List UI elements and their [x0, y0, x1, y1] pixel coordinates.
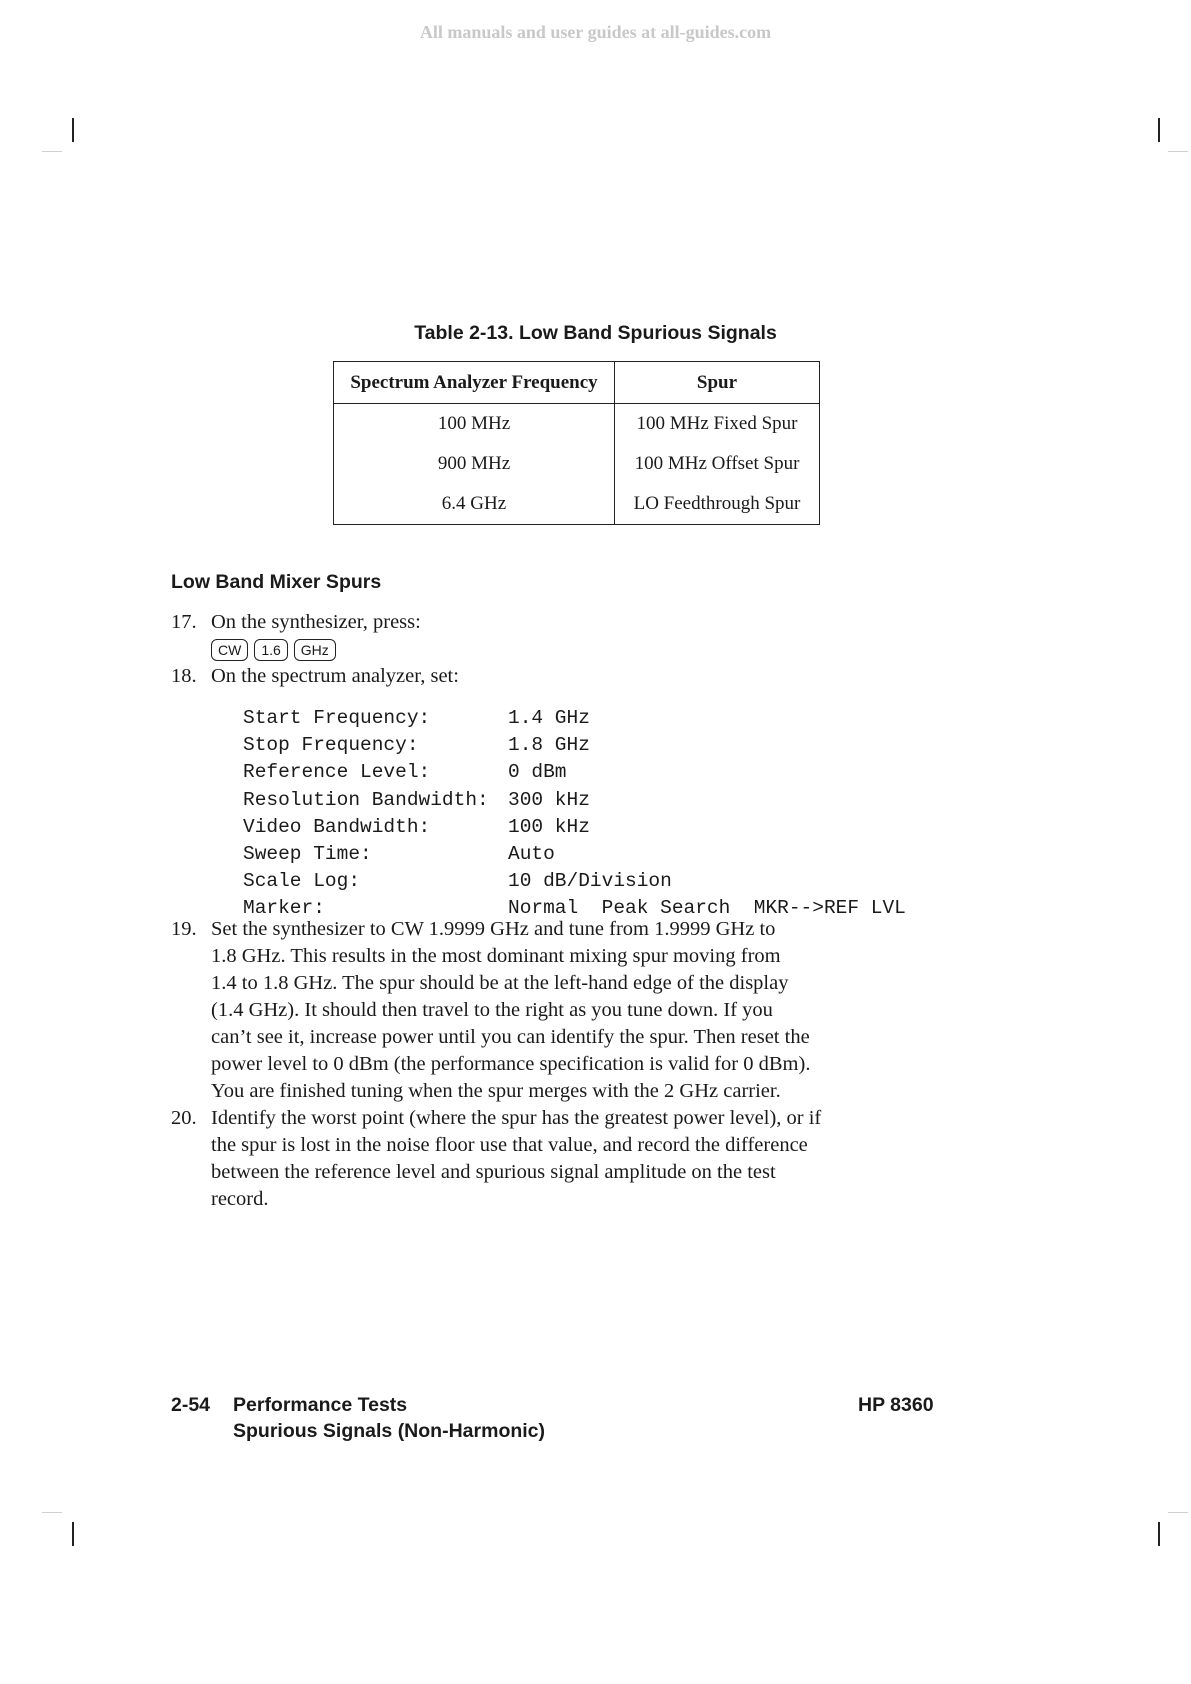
- keypress-sequence: [211, 639, 336, 661]
- table-row: [334, 404, 820, 445]
- setting-label: Start Frequency:: [243, 707, 431, 729]
- table-cell: LO Feedthrough Spur: [633, 493, 801, 514]
- crop-mark: [42, 1512, 62, 1513]
- table-cell: 100 MHz Offset Spur: [634, 453, 800, 474]
- crop-mark: [1168, 1512, 1188, 1513]
- step-line: On the spectrum analyzer, set:: [211, 665, 459, 687]
- table-cell: 900 MHz: [334, 444, 615, 484]
- step-line: power level to 0 dBm (the performance specification is valid for 0 dBm).: [211, 1053, 811, 1075]
- step-line: Set the synthesizer to CW 1.9999 GHz and tune from 1.9999 GHz to: [211, 918, 776, 940]
- setting-value: 100 kHz: [508, 815, 590, 838]
- footer-model: HP 8360: [858, 1394, 934, 1416]
- crop-mark: [1158, 118, 1160, 142]
- setting-value: 0 dBm: [508, 761, 567, 784]
- footer-chapter: Performance Tests: [233, 1394, 408, 1416]
- setting-value: 300 kHz: [508, 788, 590, 811]
- watermark: All manuals and user guides at all-guides.com: [419, 22, 772, 42]
- setting-value: 1.8 GHz: [508, 734, 590, 757]
- step-line: 1.4 to 1.8 GHz. The spur should be at the left-hand edge of the display: [211, 972, 789, 994]
- column-header: Spur: [615, 362, 820, 404]
- key-ghz: GHz: [294, 639, 336, 661]
- step-line: (1.4 GHz). It should then travel to the right as you tune down. If you: [211, 999, 773, 1021]
- step-text: [211, 663, 459, 690]
- setting-value: Normal Peak Search MKR-->REF LVL: [508, 897, 906, 920]
- crop-mark: [72, 118, 74, 142]
- step-text: [211, 916, 810, 1105]
- step-line: record.: [211, 1188, 269, 1210]
- crop-mark: [42, 151, 62, 152]
- table-row: [334, 444, 820, 484]
- setting-label: Resolution Bandwidth:: [243, 788, 489, 811]
- step-line: can’t see it, increase power until you can identify the spur. Then reset the: [211, 1026, 810, 1048]
- step-number: 18.: [171, 665, 197, 687]
- setting-label: Reference Level:: [243, 761, 431, 784]
- step-number: 17.: [171, 611, 197, 633]
- step-number: 19.: [171, 918, 197, 940]
- step-number: 20.: [171, 1107, 197, 1129]
- setting-label: Stop Frequency:: [243, 734, 419, 757]
- table-cell: 6.4 GHz: [334, 484, 615, 525]
- setting-value: 1.4 GHz: [508, 707, 590, 729]
- step-text: [211, 609, 421, 636]
- spurious-signals-table: [333, 361, 820, 525]
- setting-label: Scale Log:: [243, 870, 361, 893]
- step-line: Identify the worst point (where the spur has the greatest power level), or if: [211, 1107, 822, 1129]
- step-line: On the synthesizer, press:: [211, 611, 421, 633]
- step-line: between the reference level and spurious signal amplitude on the test: [211, 1161, 776, 1183]
- crop-mark: [1158, 1522, 1160, 1546]
- table-header-row: [334, 362, 820, 404]
- step-line: 1.8 GHz. This results in the most dominant mixing spur moving from: [211, 945, 781, 967]
- key-cw: CW: [211, 639, 248, 661]
- key-1-6: 1.6: [254, 639, 287, 661]
- crop-mark: [1168, 151, 1188, 152]
- step-line: You are finished tuning when the spur merges with the 2 GHz carrier.: [211, 1080, 781, 1102]
- footer-page-number: 2-54: [171, 1394, 211, 1416]
- step-line: the spur is lost in the noise floor use that value, and record the difference: [211, 1134, 808, 1156]
- setting-label: Sweep Time:: [243, 842, 372, 865]
- footer-subchapter: Spurious Signals (Non-Harmonic): [233, 1420, 546, 1442]
- column-header: Spectrum Analyzer Frequency: [334, 362, 615, 404]
- setting-label: Marker:: [243, 897, 325, 920]
- setting-value: Auto: [508, 842, 555, 865]
- table-title: Table 2-13. Low Band Spurious Signals: [414, 322, 777, 344]
- setting-label: Video Bandwidth:: [243, 815, 431, 838]
- setting-value: 10 dB/Division: [508, 870, 672, 893]
- crop-mark: [72, 1522, 74, 1546]
- table-cell: 100 MHz: [334, 404, 615, 445]
- table-cell: 100 MHz Fixed Spur: [636, 413, 798, 434]
- table-row: [334, 484, 820, 525]
- section-heading: Low Band Mixer Spurs: [171, 571, 382, 593]
- step-text: [211, 1105, 821, 1213]
